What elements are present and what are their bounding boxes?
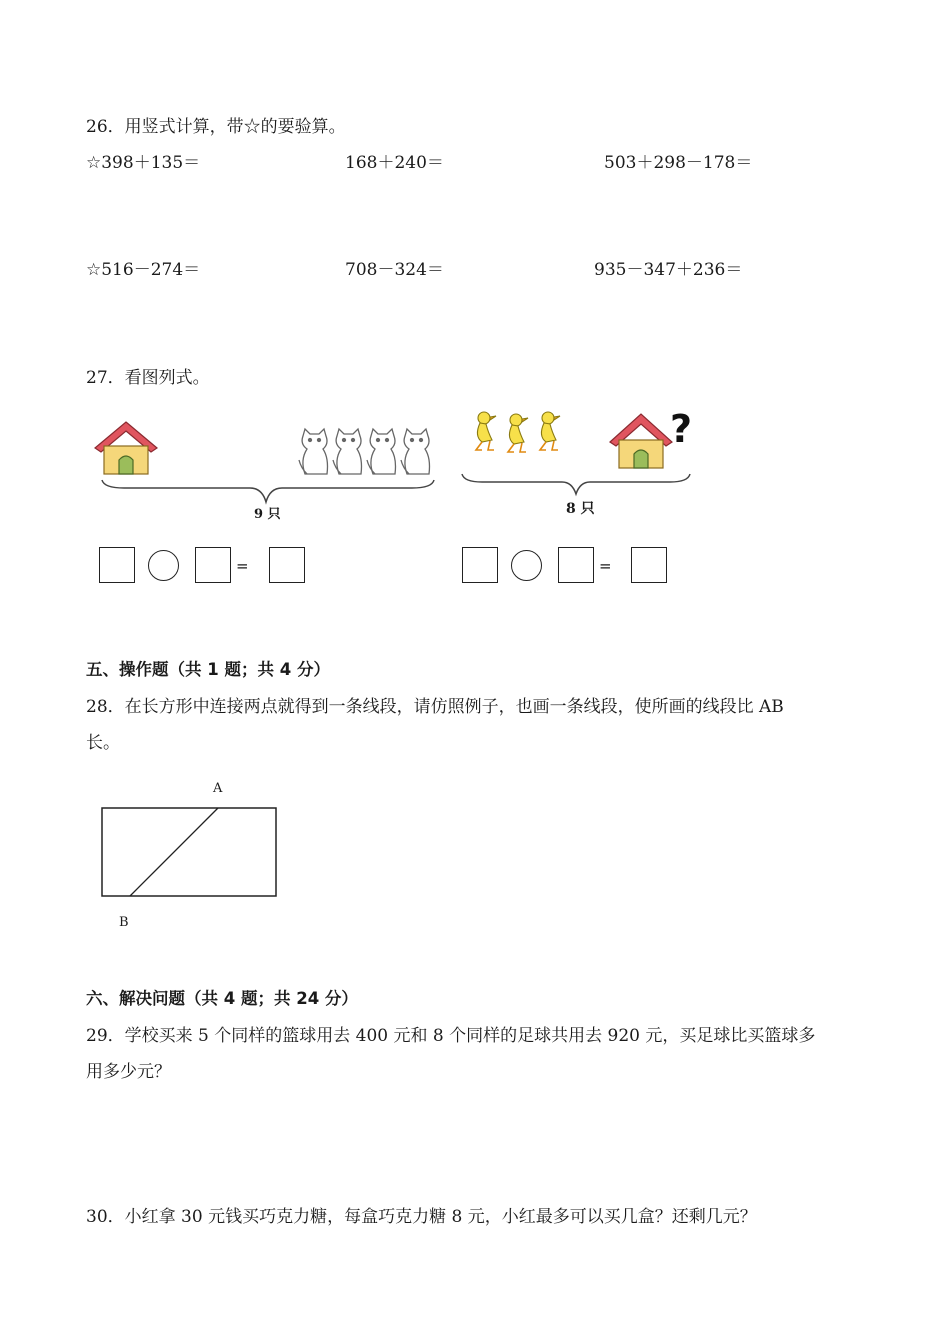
section6-heading: 六、解决问题（共 4 题；共 24 分） (86, 989, 358, 1008)
q30-text: 30．小红拿 30 元钱买巧克力糖，每盒巧克力糖 8 元，小红最多可以买几盒？还剩几元？ (86, 1207, 757, 1227)
q26-expr-4: ☆516－274＝ (86, 260, 201, 280)
q29-line2: 用多少元？ (86, 1062, 171, 1082)
point-b-label: B (119, 915, 129, 930)
duck-icon (508, 414, 528, 452)
q26-expr-5: 708－324＝ (345, 260, 444, 280)
q27-title: 27．看图列式。 (86, 368, 210, 388)
q26-expr-6: 935－347＋236＝ (594, 260, 743, 280)
operator-circle[interactable] (511, 550, 542, 581)
equals-sign: = (599, 557, 612, 575)
q28-line2: 长。 (86, 733, 120, 753)
right-total-label: 8 只 (566, 501, 595, 517)
rectangle-with-segment (101, 807, 278, 898)
cat-icon (367, 429, 396, 474)
cat-icon (299, 429, 328, 474)
answer-box[interactable] (558, 547, 594, 583)
ducks-illustration (468, 410, 564, 456)
duck-icon (476, 412, 496, 450)
point-a-label: A (213, 781, 223, 796)
equals-sign: = (236, 557, 249, 575)
answer-box[interactable] (99, 547, 135, 583)
q26-expr-2: 168＋240＝ (345, 153, 444, 173)
q28-line1: 28．在长方形中连接两点就得到一条线段，请仿照例子，也画一条线段，使所画的线段比 AB (86, 697, 784, 717)
cats-illustration (297, 428, 437, 480)
q29-line1: 29．学校买来 5 个同样的篮球用去 400 元和 8 个同样的足球共用去 920 元，买足球比买篮球多 (86, 1026, 816, 1046)
section5-heading: 五、操作题（共 1 题；共 4 分） (86, 660, 330, 679)
answer-box[interactable] (631, 547, 667, 583)
q26-expr-1: ☆398＋135＝ (86, 153, 201, 173)
cat-icon (401, 429, 430, 474)
left-brace (100, 478, 436, 506)
answer-box[interactable] (195, 547, 231, 583)
answer-box[interactable] (269, 547, 305, 583)
answer-box[interactable] (462, 547, 498, 583)
operator-circle[interactable] (148, 550, 179, 581)
question-mark-icon: ? (670, 407, 693, 451)
q26-title: 26．用竖式计算，带☆的要验算。 (86, 117, 346, 137)
q26-expr-3: 503＋298－178＝ (604, 153, 753, 173)
cat-icon (333, 429, 362, 474)
left-total-label: 9 只 (254, 507, 281, 522)
duck-icon (540, 412, 560, 450)
right-brace (460, 472, 692, 498)
house-icon (93, 420, 159, 476)
house-icon (608, 412, 674, 470)
